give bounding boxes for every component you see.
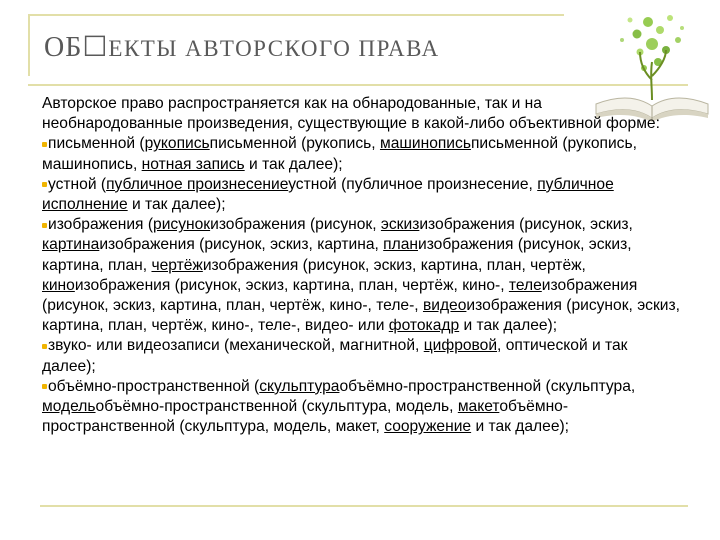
inline-link[interactable]: план (383, 236, 418, 254)
list-item-text: изображения (рисунок, эскиз, картина, план, чертёж, (202, 256, 586, 274)
list-item (42, 377, 682, 438)
inline-link[interactable]: фотокадр (388, 317, 460, 335)
tree-trunk (640, 50, 666, 100)
bullet-icon (42, 384, 47, 389)
bullet-icon (42, 344, 47, 349)
title-rest: ЕКТЫ АВТОРСКОГО ПРАВА (108, 36, 440, 61)
list-item-text: , оптической и так далее); (42, 337, 628, 375)
frame-left-line (28, 14, 30, 76)
inline-link[interactable]: кино (42, 276, 75, 294)
inline-link[interactable]: нотная запись (141, 155, 245, 173)
inline-link[interactable]: цифровой (423, 337, 498, 355)
list-item-text: изображения (рисунок, эскиз, картина, план, чертёж, кино-, теле-, видео- или (42, 297, 680, 335)
list-item-text: и так далее); (127, 196, 226, 214)
list-item-text: изображения (рисунок, эскиз, картина, (99, 236, 384, 254)
bullet-list (42, 134, 682, 437)
bullet-icon (42, 142, 47, 147)
list-item-text: изображения (рисунок, эскиз, (419, 216, 633, 234)
bullet-icon (42, 223, 47, 228)
list-item-text: устной (публичное произнесение, (288, 175, 538, 193)
list-item-text: звуко- или видеозаписи (механической, магнитной, (48, 337, 424, 355)
list-item-text: изображения (рисунок, (210, 216, 381, 234)
list-item (42, 336, 682, 376)
list-item-text: и так далее); (471, 418, 570, 436)
list-item-text: письменной (рукопись, машинопись, (42, 135, 637, 173)
inline-link[interactable]: чертёж (151, 256, 203, 274)
inline-link[interactable]: публичное исполнение (42, 175, 614, 214)
list-item-text: письменной ( (48, 135, 145, 153)
title-missing-glyph: ☐ (82, 32, 109, 63)
list-item-text: изображения (рисунок, эскиз, картина, план, чертёж, кино-, (74, 276, 509, 294)
inline-link[interactable]: макет (457, 398, 500, 416)
content-body (42, 94, 682, 437)
frame-top-line (28, 14, 564, 16)
bullet-icon (42, 182, 47, 187)
inline-link[interactable]: видео (422, 297, 467, 315)
inline-link[interactable]: публичное произнесение (106, 175, 289, 193)
inline-link[interactable]: картина (42, 236, 100, 254)
list-item (42, 134, 682, 174)
list-item-text: устной ( (48, 175, 107, 193)
inline-link[interactable]: рукопись (144, 135, 210, 153)
list-item-text: письменной (рукопись, (209, 135, 380, 153)
list-item-text: объёмно-пространственной (скульптура, (339, 377, 636, 395)
inline-link[interactable]: рисунок (153, 216, 211, 234)
inline-link[interactable]: машинопись (379, 135, 471, 153)
list-item-text: изображения (рисунок, эскиз, картина, план, чертёж, кино-, теле-, (42, 276, 638, 315)
list-item-text: объёмно-пространственной ( (48, 377, 260, 395)
list-item-text: изображения ( (48, 216, 154, 234)
title-first: ОБ (44, 32, 83, 63)
list-item-text: изображения (рисунок, эскиз, картина, план, (42, 236, 632, 274)
list-item-text: и так далее); (244, 155, 343, 173)
inline-link[interactable]: скульптура (259, 377, 340, 395)
inline-link[interactable]: теле (508, 276, 542, 294)
list-item (42, 215, 682, 336)
list-item-text: объёмно-пространственной (скульптура, модель, макет, (42, 398, 569, 436)
page-title (44, 30, 440, 64)
list-item-text: объёмно-пространственной (скульптура, модель, (95, 398, 458, 416)
inline-link[interactable]: сооружение (384, 418, 472, 436)
inline-link[interactable]: модель (42, 398, 96, 416)
inline-link[interactable]: эскиз (380, 216, 420, 234)
list-item (42, 175, 682, 215)
bottom-line (40, 505, 688, 507)
list-item-text: и так далее); (459, 317, 558, 335)
intro-paragraph: Авторское право распространяется как на обнародованные, так и на необнародованные произведения, существующие в какой-либо объективной форме: (42, 95, 660, 133)
